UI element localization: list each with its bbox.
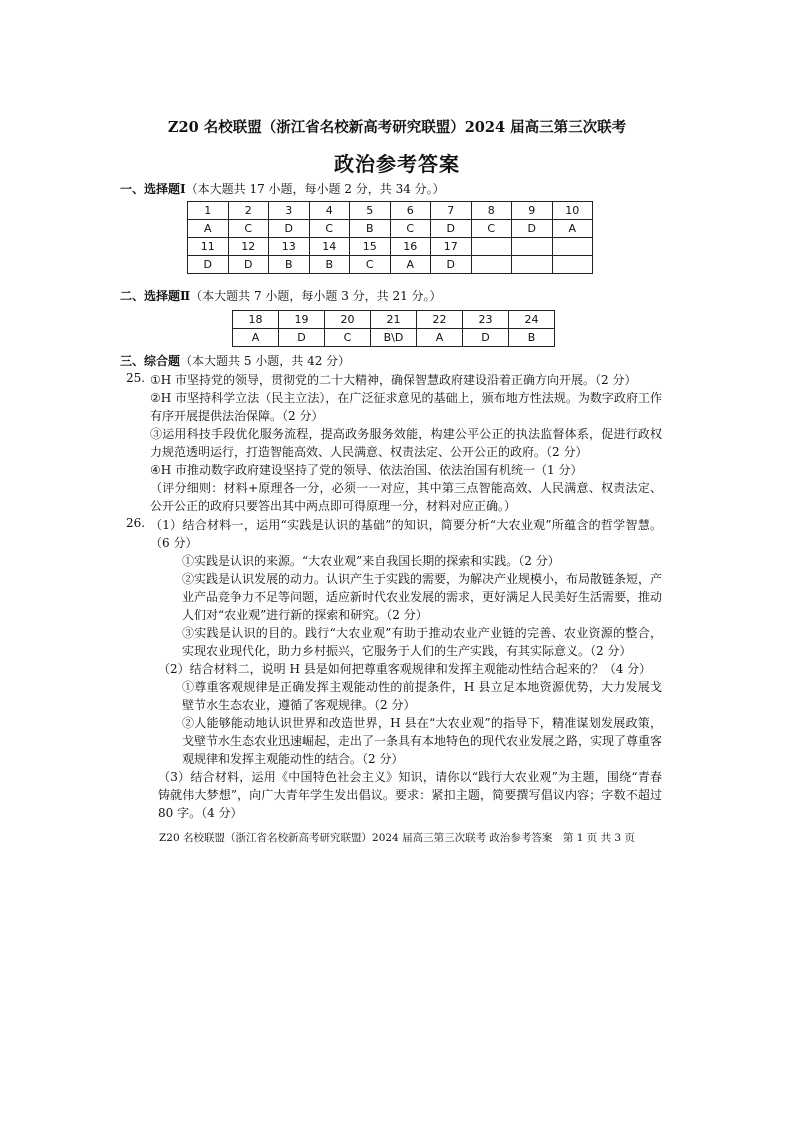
section2-row <box>233 311 555 329</box>
section2-title: 二、选择题Ⅱ <box>120 289 191 303</box>
q26-sub1-question: （1）结合材料一，运用“实践是认识的基础”的知识，简要分析“大农业观”所蕴含的哲学智慧。（6 分） <box>150 518 662 550</box>
section1-cell: 16 <box>390 238 431 256</box>
section1-cell <box>471 238 512 256</box>
page-footer: Z20 名校联盟（浙江省名校新高考研究联盟）2024 届高三第三次联考 政治参考答案 第 1 页 共 3 页 <box>159 832 635 844</box>
section1-cell: A <box>390 256 431 274</box>
section1-cell: A <box>552 220 593 238</box>
section1-cell: 6 <box>390 202 431 220</box>
section1-cell: A <box>188 220 229 238</box>
q26-sub2-answer2: ②人能够能动地认识世界和改造世界，H 县在“大农业观”的指导下，精准谋划发展政策，戈壁节水生态农业迅速崛起，走出了一条具有本地特色的现代农业发展之路，实现了尊重客观规律和发挥主观能动性的结合。（2 分） <box>182 716 663 766</box>
section1-cell: 11 <box>188 238 229 256</box>
section1-row <box>188 220 593 238</box>
section2-heading <box>120 287 442 304</box>
section2-cell: A <box>417 329 463 347</box>
section1-heading <box>120 180 445 197</box>
section2-cell: 23 <box>463 311 509 329</box>
section1-cell: 14 <box>309 238 350 256</box>
section1-cell: 3 <box>269 202 310 220</box>
section1-cell: D <box>431 256 472 274</box>
section1-cell: 10 <box>552 202 593 220</box>
section2-row <box>233 329 555 347</box>
section1-row <box>188 202 593 220</box>
section2-cell: D <box>279 329 325 347</box>
section1-cell: C <box>390 220 431 238</box>
q25-scoring-note: （评分细则：材料+原理各一分，必须一一对应，其中第三点智能高效、人民满意、权责法定、公开公正的政府只要答出其中两点即可得原理一分，材料对应正确。） <box>150 481 662 513</box>
section1-cell <box>471 256 512 274</box>
q26-sub2-question: （2）结合材料二，说明 H 县是如何把尊重客观规律和发挥主观能动性结合起来的？（4 分） <box>158 662 652 676</box>
section2-cell: B <box>509 329 555 347</box>
section1-cell: 1 <box>188 202 229 220</box>
document-subtitle: 政治参考答案 <box>334 152 460 176</box>
section2-cell: A <box>233 329 279 347</box>
q25-point2: ②H 市坚持科学立法（民主立法），在广泛征求意见的基础上，颁布地方性法规。为数字政府工作有序开展提供法治保障。（2 分） <box>150 391 662 423</box>
q26-sub1-answer2: ②实践是认识发展的动力。认识产生于实践的需要，为解决产业规模小，布局散链条短，产业产品竞争力不足等问题，适应新时代农业发展的需求，更好满足人民美好生活需要，推动人们对“农业观”进行新的探索和研究。（2 分） <box>182 572 663 622</box>
section1-cell: 8 <box>471 202 512 220</box>
section2-cell: 20 <box>325 311 371 329</box>
section1-answer-table <box>187 201 593 274</box>
section1-cell: B <box>309 256 350 274</box>
q26-sub1-answer3: ③实践是认识的目的。践行“大农业观”有助于推动农业产业链的完善、农业资源的整合，实现农业现代化，助力乡村振兴，它服务于人们的生产实践，有其实际意义。（2 分） <box>182 626 662 658</box>
section1-cell: B <box>350 220 391 238</box>
section1-cell <box>512 256 553 274</box>
section1-cell: C <box>309 220 350 238</box>
q26-sub2-answer1: ①尊重客观规律是正确发挥主观能动性的前提条件，H 县立足本地资源优势，大力发展戈壁节水生态农业，遵循了客观规律。（2 分） <box>182 680 662 712</box>
section1-cell: 15 <box>350 238 391 256</box>
section1-cell: 12 <box>228 238 269 256</box>
q26-number: 26. <box>126 516 146 530</box>
section1-note: （本大题共 17 小题，每小题 2 分，共 34 分。） <box>185 182 445 196</box>
section1-row <box>188 256 593 274</box>
section1-cell <box>552 256 593 274</box>
q26-sub3-question: （3）结合材料，运用《中国特色社会主义》知识，请你以“践行大农业观”为主题，围绕“青春铸就伟大梦想”，向广大青年学生发出倡议。要求：紧扣主题，简要撰写倡议内容；字数不超过 80 字。（4 分） <box>158 770 662 820</box>
section1-cell: D <box>512 220 553 238</box>
section1-cell <box>512 238 553 256</box>
section1-cell <box>552 238 593 256</box>
section3-note: （本大题共 5 小题，共 42 分） <box>180 354 351 368</box>
section1-cell: 2 <box>228 202 269 220</box>
section1-cell: D <box>188 256 229 274</box>
section1-cell: C <box>471 220 512 238</box>
section1-cell: B <box>269 256 310 274</box>
section1-cell: 9 <box>512 202 553 220</box>
section1-row <box>188 238 593 256</box>
section1-cell: D <box>269 220 310 238</box>
section1-cell: 5 <box>350 202 391 220</box>
section1-cell: 4 <box>309 202 350 220</box>
document-title: Z20 名校联盟（浙江省名校新高考研究联盟）2024 届高三第三次联考 <box>167 119 627 136</box>
section2-answer-table <box>232 310 555 347</box>
section1-cell: C <box>350 256 391 274</box>
section1-cell: 7 <box>431 202 472 220</box>
section2-note: （本大题共 7 小题，每小题 3 分，共 21 分。） <box>190 289 442 303</box>
section2-cell: B\D <box>371 329 417 347</box>
section2-cell: 22 <box>417 311 463 329</box>
section1-cell: 17 <box>431 238 472 256</box>
section2-cell: C <box>325 329 371 347</box>
section1-cell: D <box>431 220 472 238</box>
section2-cell: 19 <box>279 311 325 329</box>
q25-number: 25. <box>126 371 146 385</box>
section1-cell: 13 <box>269 238 310 256</box>
q25-point4: ④H 市推动数字政府建设坚持了党的领导、依法治国、依法治国有机统一（1 分） <box>150 463 583 477</box>
section1-cell: C <box>228 220 269 238</box>
section1-title: 一、选择题Ⅰ <box>120 182 186 196</box>
section2-cell: 18 <box>233 311 279 329</box>
section3-title: 三、综合题 <box>120 354 181 368</box>
section2-cell: D <box>463 329 509 347</box>
q25-point3: ③运用科技手段优化服务流程，提高政务服务效能，构建公平公正的执法监督体系，促进行政权力规范透明运行，打造智能高效、人民满意、权责法定、公开公正的政府。（2 分） <box>150 427 662 459</box>
q26-sub1-answer1: ①实践是认识的来源。“大农业观”来自我国长期的探索和实践。（2 分） <box>182 554 560 568</box>
q25-point1: ①H 市坚持党的领导，贯彻党的二十大精神，确保智慧政府建设沿着正确方向开展。（2 分） <box>150 373 637 387</box>
section2-cell: 21 <box>371 311 417 329</box>
section1-cell: D <box>228 256 269 274</box>
section2-cell: 24 <box>509 311 555 329</box>
section3-heading <box>120 352 350 369</box>
